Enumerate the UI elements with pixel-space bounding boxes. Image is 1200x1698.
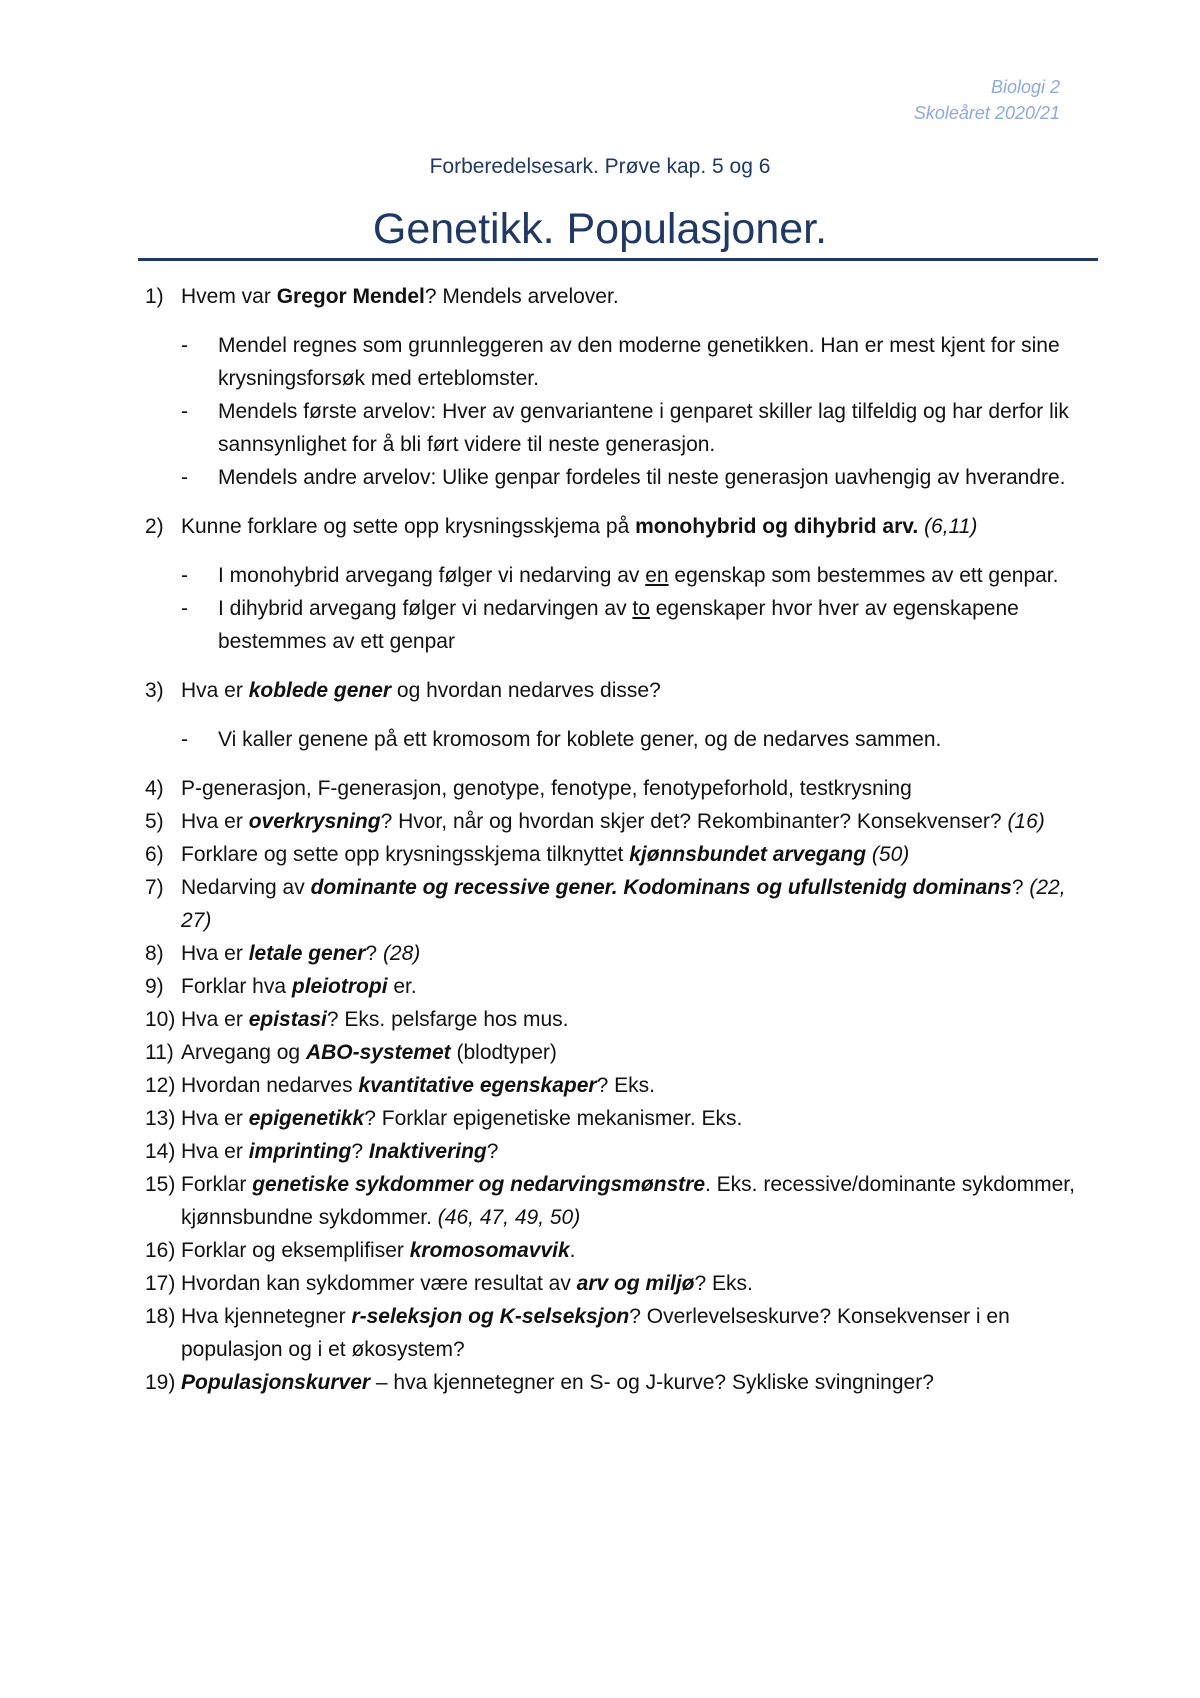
question-keyword: epigenetikk	[248, 1107, 365, 1130]
question-text: Hva kjennetegner	[181, 1305, 352, 1328]
question-text: Hva er	[181, 679, 249, 702]
question-number: 13)	[145, 1107, 176, 1130]
question-text: Forklare og sette opp krysningsskjema tilknyttet	[181, 843, 630, 866]
answer-bullet	[145, 329, 1075, 395]
question-text: . Eks. recessive/dominante sykdommer, kjønnsbundne sykdommer.	[181, 1173, 1075, 1229]
question-keyword: genetiske sykdommer og nedarvingsmønstre	[252, 1173, 705, 1196]
question-keyword: letale gener	[248, 942, 366, 965]
question-6	[145, 838, 1075, 871]
answer-text: egenskaper hvor hver av egenskapene bestemmes av ett genpar	[218, 597, 1019, 653]
question-text: Hvordan kan sykdommer være resultat av	[181, 1272, 577, 1295]
answer-text: Vi kaller genene på ett kromosom for koblete gener, og de nedarves sammen.	[218, 728, 942, 751]
question-number: 19)	[145, 1371, 176, 1394]
question-keyword: imprinting	[248, 1140, 352, 1163]
question-text: Hva er	[181, 1140, 249, 1163]
question-17	[145, 1267, 1075, 1300]
dash-marker: -	[181, 400, 188, 423]
dash-marker: -	[181, 597, 188, 620]
question-text: er.	[387, 975, 417, 998]
question-1	[145, 280, 1075, 313]
question-10	[145, 1003, 1075, 1036]
question-number: 2)	[145, 515, 164, 538]
question-text: (blodtyper)	[450, 1041, 557, 1064]
question-number: 4)	[145, 777, 164, 800]
answer-text: I dihybrid arvegang følger vi nedarvingen av	[218, 597, 633, 620]
question-keyword: monohybrid og dihybrid arv.	[635, 515, 919, 538]
question-text: Nedarving av	[181, 876, 311, 899]
question-14	[145, 1135, 1075, 1168]
question-number: 17)	[145, 1272, 176, 1295]
question-text: ? Mendels arvelover.	[424, 285, 619, 308]
question-text: ?	[1011, 876, 1030, 899]
question-keyword: pleiotropi	[291, 975, 388, 998]
question-text: ? Hvor, når og hvordan skjer det? Rekombinanter? Konsekvenser?	[380, 810, 1008, 833]
question-number: 14)	[145, 1140, 176, 1163]
question-text: ? Forklar epigenetiske mekanismer. Eks.	[364, 1107, 743, 1130]
answer-text: Mendels første arvelov: Hver av genvariantene i genparet skiller lag tilfeldig og har derfor lik sannsynlighet for å bli ført videre til neste generasjon.	[218, 400, 1069, 456]
question-15	[145, 1168, 1075, 1234]
question-text: Hva er	[181, 1008, 249, 1031]
question-text: Hvordan nedarves	[181, 1074, 359, 1097]
question-text: ?	[365, 942, 383, 965]
question-keyword: dominante og recessive gener. Kodominans og ufullstenidg dominans	[310, 876, 1012, 899]
question-text: ? Eks. pelsfarge hos mus.	[326, 1008, 569, 1031]
dash-marker: -	[181, 334, 188, 357]
page-reference: (16)	[1007, 810, 1045, 833]
answer-text: egenskap som bestemmes av ett genpar.	[668, 564, 1059, 587]
question-8	[145, 937, 1075, 970]
underlined-word: en	[645, 564, 669, 587]
question-keyword: arv og miljø	[576, 1272, 695, 1295]
answer-text: Mendel regnes som grunnleggeren av den moderne genetikken. Han er mest kjent for sine krysningsforsøk med erteblomster.	[218, 334, 1060, 390]
answer-bullet	[145, 395, 1075, 461]
question-number: 7)	[145, 876, 164, 899]
question-keyword: Populasjonskurver	[181, 1371, 371, 1394]
school-year: Skoleåret 2020/21	[913, 103, 1060, 123]
answer-bullet	[145, 461, 1075, 494]
page-title: Genetikk. Populasjoner.	[372, 205, 828, 253]
question-number: 1)	[145, 285, 164, 308]
question-number: 5)	[145, 810, 164, 833]
question-number: 8)	[145, 942, 164, 965]
question-19	[145, 1366, 1075, 1399]
question-keyword: kvantitative egenskaper	[358, 1074, 597, 1097]
question-text: Hvem var	[181, 285, 277, 308]
question-text: ? Overlevelseskurve? Konsekvenser i en populasjon og i et økosystem?	[181, 1305, 1010, 1361]
question-keyword: Inaktivering	[368, 1140, 487, 1163]
question-5	[145, 805, 1075, 838]
question-number: 11)	[145, 1041, 174, 1064]
page-reference: (28)	[382, 942, 421, 965]
question-2	[145, 510, 1075, 543]
question-text: ? Eks.	[694, 1272, 753, 1295]
question-list	[145, 280, 1075, 1399]
question-number: 9)	[145, 975, 164, 998]
question-text: ? Eks.	[596, 1074, 655, 1097]
question-text: Forklar og eksemplifiser	[181, 1239, 410, 1262]
answer-bullet	[145, 592, 1075, 658]
question-4	[145, 772, 1075, 805]
question-keyword: kromosomavvik	[409, 1239, 570, 1262]
question-7	[145, 871, 1075, 937]
question-11	[145, 1036, 1075, 1069]
question-keyword: kjønnsbundet arvegang	[629, 843, 867, 866]
question-number: 6)	[145, 843, 164, 866]
question-18	[145, 1300, 1075, 1366]
page-reference: (6,11)	[924, 515, 978, 538]
question-number: 16)	[145, 1239, 176, 1262]
question-text: Arvegang og	[181, 1041, 306, 1064]
question-text: Hva er	[181, 810, 249, 833]
answer-text: Mendels andre arvelov: Ulike genpar fordeles til neste generasjon uavhengig av hverandre.	[218, 466, 1066, 489]
question-text: Hva er	[181, 1107, 249, 1130]
page-reference: (46, 47, 49, 50)	[437, 1206, 581, 1229]
question-9	[145, 970, 1075, 1003]
question-keyword: epistasi	[248, 1008, 327, 1031]
question-text: Kunne forklare og sette opp krysningsskjema på	[181, 515, 636, 538]
question-13	[145, 1102, 1075, 1135]
answer-bullet	[145, 723, 1075, 756]
answer-list-2	[145, 559, 1075, 658]
dash-marker: -	[181, 728, 188, 751]
question-keyword: r-seleksjon og K-selseksjon	[351, 1305, 630, 1328]
course-name: Biologi 2	[990, 77, 1060, 97]
answer-list-1	[145, 329, 1075, 494]
question-number: 18)	[145, 1305, 176, 1328]
question-3	[145, 674, 1075, 707]
dash-marker: -	[181, 564, 188, 587]
answer-text: I monohybrid arvegang følger vi nedarving av	[218, 564, 646, 587]
question-number: 3)	[145, 679, 164, 702]
page-header	[914, 74, 1060, 126]
question-number: 12)	[145, 1074, 176, 1097]
question-text: Forklar	[181, 1173, 253, 1196]
question-text: P-generasjon, F-generasjon, genotype, fenotype, fenotypeforhold, testkrysning	[181, 777, 912, 800]
subtitle: Forberedelsesark. Prøve kap. 5 og 6	[429, 155, 771, 178]
question-keyword: ABO-systemet	[305, 1041, 451, 1064]
page-reference: (50)	[871, 843, 910, 866]
question-keyword: koblede gener	[248, 679, 392, 702]
title-underline	[138, 258, 1098, 261]
question-text: .	[569, 1239, 576, 1262]
question-text: og hvordan nedarves disse?	[391, 679, 661, 702]
question-text: Forklar hva	[181, 975, 292, 998]
page-reference: (22, 27)	[181, 876, 1066, 932]
question-16	[145, 1234, 1075, 1267]
answer-list-3	[145, 723, 1075, 756]
question-text: Hva er	[181, 942, 249, 965]
question-keyword: overkrysning	[248, 810, 381, 833]
question-text: ?	[351, 1140, 369, 1163]
question-text: – hva kjennetegner en S- og J-kurve? Sykliske svingninger?	[370, 1371, 934, 1394]
dash-marker: -	[181, 466, 188, 489]
underlined-word: to	[632, 597, 650, 620]
question-number: 10)	[145, 1008, 176, 1031]
question-keyword: Gregor Mendel	[276, 285, 425, 308]
question-12	[145, 1069, 1075, 1102]
answer-bullet	[145, 559, 1075, 592]
question-text: ?	[486, 1140, 499, 1163]
question-number: 15)	[145, 1173, 176, 1196]
